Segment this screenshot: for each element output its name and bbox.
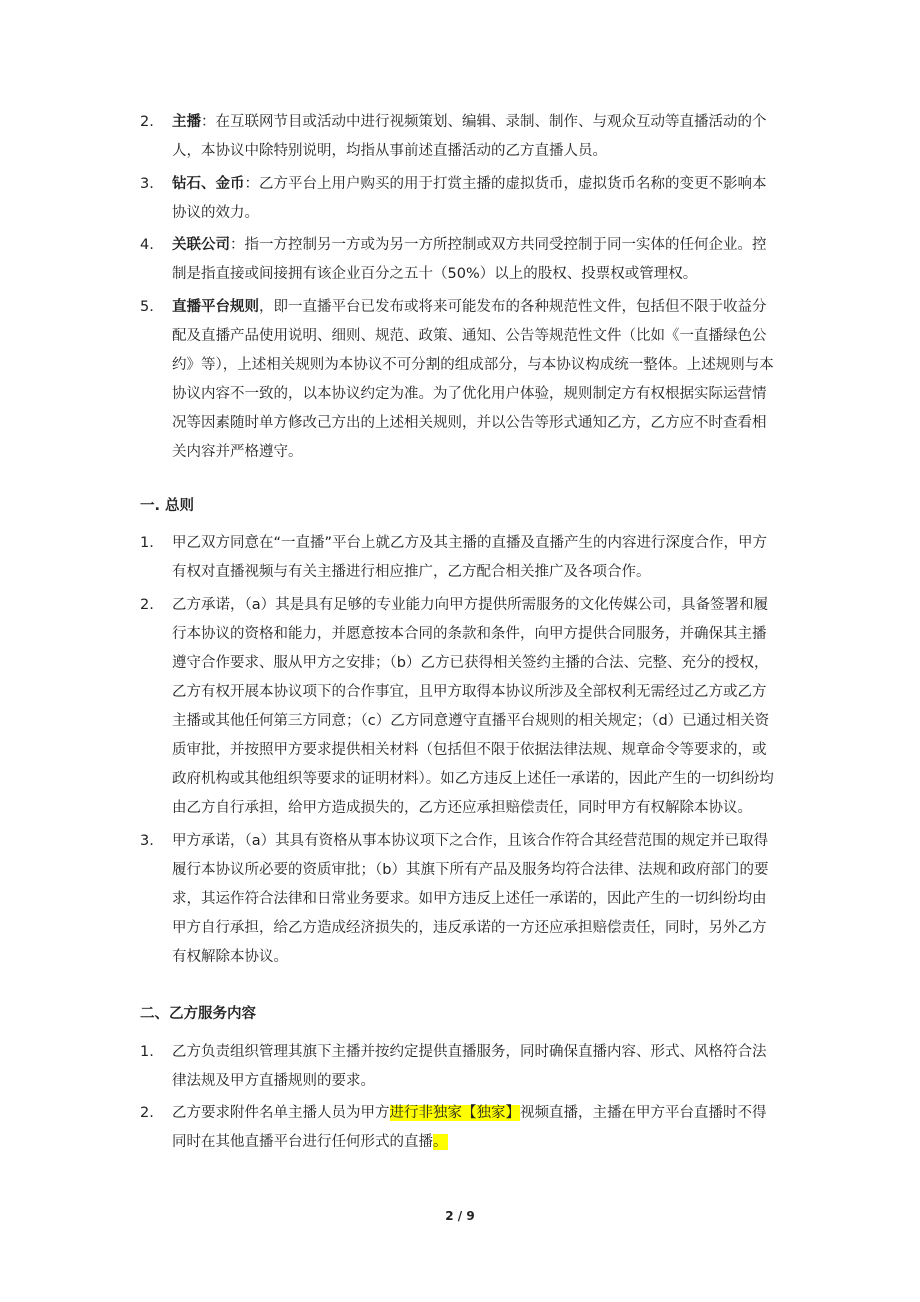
clause-text: 甲方承诺，（a）其具有资格从事本协议项下之合作，且该合作符合其经营范围的规定并已取得履行本协议所必要的资质审批；（b）其旗下所有产品及服务均符合法律、法规和政府部门的要求，其运作符合法律和日常业务要求。如甲方违反上述任一承诺的，因此产生的一切纠纷均由甲方自行承担，给乙方造成经济损失的，违反承诺的一方还应承担赔偿责任，同时，另外乙方有权解除本协议。 — [172, 833, 769, 965]
definition-item: 5. 直播平台规则，即一直播平台已发布或将来可能发布的各种规范性文件，包括但不限于收益分配及直播产品使用说明、细则、规范、政策、通知、公告等规范性文件（比如《一直播绿色公约》等），上述相关规则为本协议不可分割的组成部分，与本协议构成统一整体。上述规则与本协议内容不一致的，以本协议约定为准。为了优化用户体验，规则制定方有权根据实际运营情况等因素随时单方修改己方出的上述相关规则，并以公告等形式通知乙方，乙方应不时查看相关内容并严格遵守。 — [140, 293, 780, 467]
section-heading: 二、乙方服务内容 — [140, 1006, 256, 1022]
highlighted-text: 。 — [433, 1134, 448, 1150]
defined-term: 关联公司 — [172, 237, 230, 253]
section-heading: 一. 总则 — [140, 498, 195, 514]
defined-term: 直播平台规则 — [172, 299, 259, 315]
list-number: 4. — [140, 237, 154, 253]
list-number: 5. — [140, 299, 154, 315]
defined-term: 主播 — [172, 114, 201, 130]
list-number: 1. — [140, 535, 154, 551]
clause-text: 乙方要求附件名单主播人员为甲方进行非独家【独家】视频直播，主播在甲方平台直播时不得同时在其他直播平台进行任何形式的直播。 — [172, 1105, 767, 1150]
page-number: 2 / 9 — [445, 1209, 475, 1223]
clause-text: 乙方负责组织管理其旗下主播并按约定提供直播服务，同时确保直播内容、形式、风格符合法律法规及甲方直播规则的要求。 — [172, 1044, 767, 1089]
definition-text: 指一方控制另一方或为另一方所控制或双方共同受控制于同一实体的任何企业。控制是指直接或间接拥有该企业百分之五十（50%）以上的股权、投票权或管理权。 — [172, 237, 767, 282]
definition-text: 即一直播平台已发布或将来可能发布的各种规范性文件，包括但不限于收益分配及直播产品使用说明、细则、规范、政策、通知、公告等规范性文件（比如《一直播绿色公约》等），上述相关规则为本协议不可分割的组成部分，与本协议构成统一整体。上述规则与本协议内容不一致的，以本协议约定为准。为了优化用户体验，规则制定方有权根据实际运营情况等因素随时单方修改己方出的上述相关规则，并以公告等形式通知乙方，乙方应不时查看相关内容并严格遵守。 — [172, 299, 774, 460]
highlighted-text: 进行非独家【独家】 — [389, 1105, 520, 1121]
definition-item: 4. 关联公司：指一方控制另一方或为另一方所控制或双方共同受控制于同一实体的任何企业。控制是指直接或间接拥有该企业百分之五十（50%）以上的股权、投票权或管理权。 — [140, 231, 780, 289]
definition-text: 在互联网节目或活动中进行视频策划、编辑、录制、制作、与观众互动等直播活动的个人，本协议中除特别说明，均指从事前述直播活动的乙方直播人员。 — [172, 114, 767, 159]
clause-item — [140, 827, 780, 972]
definition-text: 乙方平台上用户购买的用于打赏主播的虚拟货币，虚拟货币名称的变更不影响本协议的效力。 — [172, 176, 767, 221]
clause-text: 甲乙双方同意在“一直播”平台上就乙方及其主播的直播及直播产生的内容进行深度合作，甲方有权对直播视频与有关主播进行相应推广，乙方配合相关推广及各项合作。 — [172, 535, 768, 580]
defined-term: 钻石、金币 — [172, 176, 245, 192]
clause-item — [140, 529, 780, 587]
list-number: 2. — [140, 114, 154, 130]
list-number: 2. — [140, 597, 154, 613]
definition-item: 2. 主播：在互联网节目或活动中进行视频策划、编辑、录制、制作、与观众互动等直播活动的个人，本协议中除特别说明，均指从事前述直播活动的乙方直播人员。 — [140, 108, 780, 166]
clause-item — [140, 1038, 780, 1096]
list-number: 3. — [140, 833, 154, 849]
clause-item — [140, 591, 780, 823]
list-number: 3. — [140, 176, 154, 192]
definition-item: 3. 钻石、金币：乙方平台上用户购买的用于打赏主播的虚拟货币，虚拟货币名称的变更不影响本协议的效力。 — [140, 170, 780, 228]
list-number: 1. — [140, 1044, 154, 1060]
clause-text: 乙方承诺，（a）其是具有足够的专业能力向甲方提供所需服务的文化传媒公司，具备签署和履行本协议的资格和能力，并愿意按本合同的条款和条件，向甲方提供合同服务，并确保其主播遵守合作要求、服从甲方之安排；（b）乙方已获得相关签约主播的合法、完整、充分的授权，乙方有权开展本协议项下的合作事宜，且甲方取得本协议所涉及全部权利无需经过乙方或乙方主播或其他任何第三方同意；（c）乙方同意遵守直播平台规则的相关规定；（d）已通过相关资质审批，并按照甲方要求提供相关材料（包括但不限于依据法律法规、规章命令等要求的，或政府机构或其他组织等要求的证明材料）。如乙方违反上述任一承诺的，因此产生的一切纠纷均由乙方自行承担，给甲方造成损失的，乙方还应承担赔偿责任，同时甲方有权解除本协议。 — [172, 597, 774, 816]
list-number: 2. — [140, 1105, 154, 1121]
clause-item — [140, 1099, 780, 1157]
